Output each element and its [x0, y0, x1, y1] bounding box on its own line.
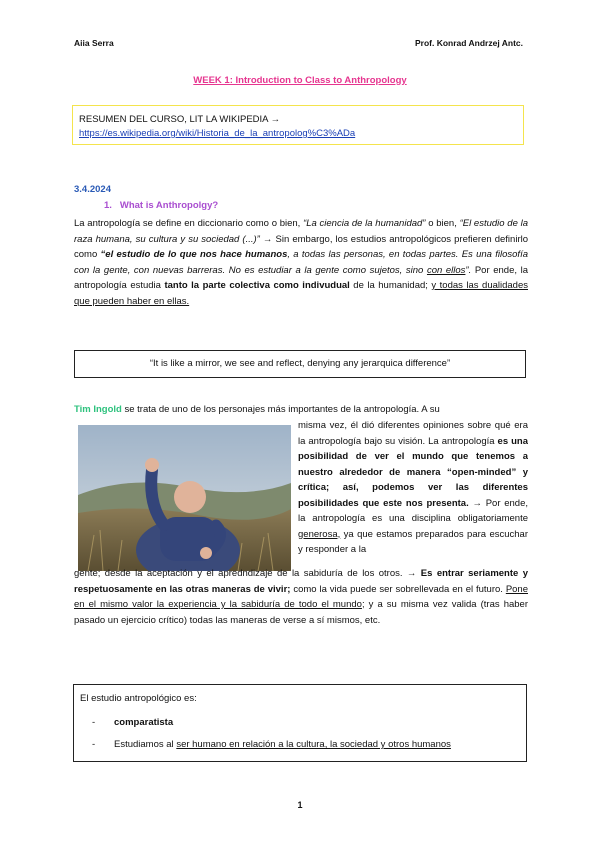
page-number: 1: [297, 800, 303, 810]
list-heading: El estudio antropológico es:: [80, 693, 197, 704]
definition-paragraph: La antropología se define en diccionario como o bien, “La ciencia de la humanidad” o bien, “El estudio de la raza humana, su cultura y su sociedad (...)” → Sin embargo, los estudios antropológicos prefieren definirlo como “el estudio de lo que nos hace humanos, a todas las personas, en todas partes. Es una filosofía con la gente, con nuevas barreras. No es estudiar a la gente como sujetos, sino con ellos”. Por ende, la antropología estudia tanto la parte colectiva como indivudual de la humanidad; y todas las dualidades que pueden haber en ellas.: [74, 218, 529, 307]
quote-box: [74, 350, 526, 378]
list-item: - Estudiamos al ser humano en relación a la cultura, la sociedad y otros humanos: [92, 739, 451, 750]
ingold-paragraph-intro: Tim Ingold se trata de uno de los personajes más importantes de la antropología. A su: [74, 404, 440, 415]
study-list-box: [73, 684, 527, 762]
quote-text: “It is like a mirror, we see and reflect, denying any jerarquica difference”: [149, 358, 451, 369]
professor-name: Prof. Konrad Andrzej Antc.: [415, 38, 523, 48]
tim-ingold-name: Tim Ingold: [74, 404, 122, 415]
ingold-wrapped-column: misma vez, él dió diferentes opiniones sobre qué era la antropología bajo su visión. La antropología es una posibilidad de ver el mundo que tenemos a nuestro alrededor de manera “open-minded” y crítica; así, podemos ver las diferentes posibilidades que este nos presenta. → Por ende, la antropología es una disciplina obligatoriamente generosa, ya que estamos preparados para escuchar y responder a la: [298, 420, 528, 555]
date-heading: 3.4.2024: [74, 184, 111, 195]
wikipedia-link[interactable]: https://es.wikipedia.org/wiki/Historia_de_la_antropolog%C3%ADa: [79, 128, 356, 139]
section-heading: [104, 200, 218, 211]
ingold-paragraph-continued: gente; desde la aceptación y el apredndizaje de la sabiduría de los otros. → Es entrar seriamente y respetuosamente en las otras maneras de vivir; como la vida puede ser sobrellevada en el futuro. Pone en el mismo valor la experiencia y la sabiduría de todo el mundo; y a su misma vez valida (tras haber pasado un ejercicio crítico) todas las maneras de verse a sí mismos, etc.: [74, 568, 528, 626]
summary-label: RESUMEN DEL CURSO, LIT LA WIKIPEDIA →: [79, 114, 281, 125]
list-item: - comparatista: [92, 717, 174, 728]
document-title: WEEK 1: Introduction to Class to Anthropology: [193, 75, 407, 86]
tim-ingold-photo: [78, 425, 291, 571]
section-title: What is Anthropolgy?: [119, 200, 219, 211]
summary-box: [72, 105, 524, 145]
author-name: Aiia Serra: [74, 38, 114, 48]
section-number: 1.: [104, 200, 112, 211]
